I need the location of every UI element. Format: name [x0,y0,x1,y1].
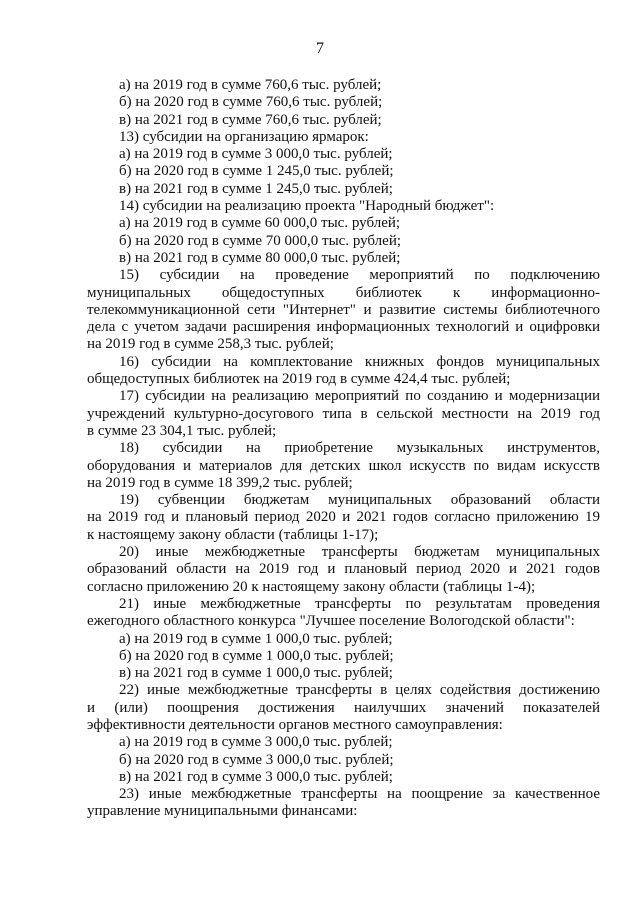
text-line: и (или) поощрения достижения наилучших значений показателей [87,699,600,716]
text-line: а) на 2019 год в сумме 760,6 тыс. рублей; [119,77,382,93]
text-line: 18) субсидии на приобретение музыкальных инструментов, [119,440,600,457]
document-body [87,77,600,821]
text-line: 19) субвенции бюджетам муниципальных образований области [119,492,600,509]
text-line: в) на 2021 год в сумме 3 000,0 тыс. рублей; [119,768,393,785]
text-line: учреждений культурно-досугового типа в сельской местности на 2019 год [87,405,600,422]
text-line: на 2019 год в сумме 18 399,2 тыс. рублей; [87,474,353,491]
text-line: б) на 2020 год в сумме 3 000,0 тыс. рублей; [119,751,394,768]
text-line: б) на 2020 год в сумме 70 000,0 тыс. рублей; [119,232,402,249]
text-line: 20) иные межбюджетные трансферты бюджетам муниципальных [119,544,600,561]
text-line: муниципальных общедоступных библиотек к информационно- [87,284,600,301]
text-line: на 2019 год в сумме 258,3 тыс. рублей; [87,336,334,353]
text-line: а) на 2019 год в сумме 3 000,0 тыс. рублей; [119,146,393,163]
text-line: общедоступных библиотек на 2019 год в сумме 424,4 тыс. рублей; [87,371,511,388]
text-line: в) на 2021 год в сумме 760,6 тыс. рублей; [119,111,382,128]
text-line: 17) субсидии на реализацию мероприятий по созданию и модернизации [119,388,600,405]
page-number: 7 [316,40,324,57]
text-line: эффективности деятельности органов местного самоуправления: [87,716,503,733]
text-line: согласно приложению 20 к настоящему закону области (таблицы 1-4); [87,578,536,595]
text-line: а) на 2019 год в сумме 3 000,0 тыс. рублей; [119,734,393,751]
text-line: на 2019 год и плановый период 2020 и 2021 годов согласно приложению 19 [87,509,600,526]
text-line: к настоящему закону области (таблицы 1-17); [87,526,379,543]
text-line: 23) иные межбюджетные трансферты на поощрение за качественное [119,786,600,803]
text-line: оборудования и материалов для детских школ искусств по видам искусств [87,457,600,474]
text-line: 22) иные межбюджетные трансферты в целях содействия достижению [119,682,600,699]
text-line: б) на 2020 год в сумме 1 245,0 тыс. рублей; [119,163,394,180]
text-line: 16) субсидии на комплектование книжных фондов муниципальных [119,353,600,370]
text-line: дела с учетом задачи расширения информационных технологий и оцифровки [87,319,600,336]
text-line: образований области на 2019 год и плановый период 2020 и 2021 годов [87,561,600,578]
text-line: 21) иные межбюджетные трансферты по результатам проведения [119,595,600,612]
text-line: а) на 2019 год в сумме 60 000,0 тыс. рублей; [119,215,401,232]
text-line: а) на 2019 год в сумме 1 000,0 тыс. рублей; [119,630,393,647]
text-line: 14) субсидии на реализацию проекта "Народный бюджет": [119,198,495,215]
text-line: управление муниципальными финансами: [87,803,358,820]
text-line: в) на 2021 год в сумме 1 245,0 тыс. рублей; [119,180,393,197]
text-line: в) на 2021 год в сумме 80 000,0 тыс. рублей; [119,249,401,266]
text-line: в) на 2021 год в сумме 1 000,0 тыс. рублей; [119,665,393,682]
text-line: 15) субсидии на проведение мероприятий по подключению [119,267,600,284]
text-line: телекоммуникационной сети "Интернет" и развитие системы библиотечного [87,301,600,318]
text-line: б) на 2020 год в сумме 760,6 тыс. рублей; [119,94,383,111]
text-line: 13) субсидии на организацию ярмарок: [119,128,369,145]
text-line: в сумме 23 304,1 тыс. рублей; [87,422,277,439]
text-line: ежегодного областного конкурса "Лучшее поселение Вологодской области": [87,613,575,630]
text-line: б) на 2020 год в сумме 1 000,0 тыс. рублей; [119,647,394,664]
